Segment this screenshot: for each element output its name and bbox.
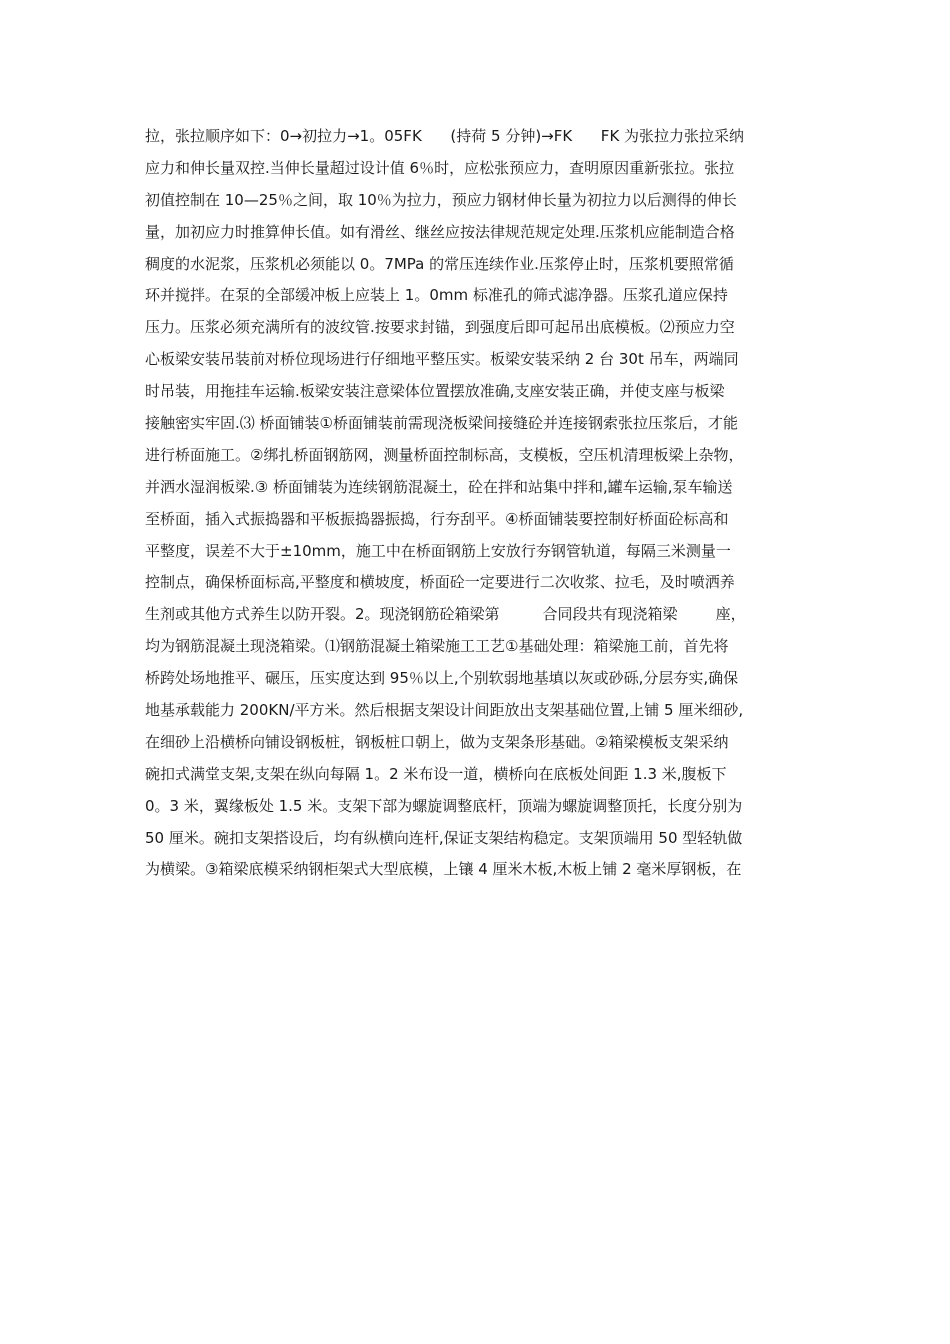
text-line: 0。3 米，翼缘板处 1.5 米。支架下部为螺旋调整底杆，顶端为螺旋调整顶托，长度分别为 — [145, 796, 743, 815]
text-line: 为横梁。③箱梁底模采纳钢柜架式大型底模，上镶 4 厘米木板,木板上铺 2 毫米厚钢板，在 — [145, 860, 742, 879]
text-line: 初值控制在 10—25％之间，取 10％为拉力，预应力钢材伸长量为初拉力以后测得的伸长 — [145, 190, 737, 209]
text-line: 拉，张拉顺序如下：0→初拉力→1。05FK (持荷 5 分钟)→FK FK 为张拉力张拉采纳 — [145, 127, 745, 145]
text-line: 时吊装，用拖挂车运输.板梁安装注意梁体位置摆放准确,支座安装正确，并使支座与板梁 — [145, 382, 725, 401]
text-line: 均为钢筋混凝土现浇箱梁。⑴钢筋混凝土箱梁施工工艺①基础处理：箱梁施工前，首先将 — [145, 637, 729, 656]
text-line: 桥跨处场地推平、碾压，压实度达到 95％以上,个别软弱地基填以灰或砂砾,分层夯实,确保 — [145, 669, 739, 688]
text-line: 应力和伸长量双控.当伸长量超过设计值 6％时，应松张预应力，查明原因重新张拉。张拉 — [145, 158, 735, 177]
text-line: 碗扣式满堂支架,支架在纵向每隔 1。2 米布设一道，横桥向在底板处间距 1.3 米,腹板下 — [145, 764, 727, 783]
text-line: 进行桥面施工。②绑扎桥面钢筋网，测量桥面控制标高，支模板，空压机清理板梁上杂物， — [145, 445, 744, 464]
text-line: 量，加初应力时推算伸长值。如有滑丝、继丝应按法律规范规定处理.压浆机应能制造合格 — [145, 222, 735, 241]
text-line: 至桥面，插入式振捣器和平板振捣器振捣，行夯刮平。④桥面铺装要控制好桥面砼标高和 — [145, 509, 729, 528]
body-text — [145, 121, 810, 886]
text-line: 稠度的水泥浆，压浆机必须能以 0。7MPa 的常压连续作业.压浆停止时，压浆机要照常循 — [145, 254, 734, 273]
text-line: 压力。压浆必须充满所有的波纹管.按要求封锚，到强度后即可起吊出底模板。⑵预应力空 — [145, 318, 735, 337]
text-line: 平整度，误差不大于±10mm，施工中在桥面钢筋上安放行夯钢管轨道，每隔三米测量一 — [145, 541, 731, 560]
text-line: 50 厘米。碗扣支架搭设后，均有纵横向连杆,保证支架结构稳定。支架顶端用 50 型轻轨做 — [145, 828, 743, 847]
text-line: 生剂或其他方式养生以防开裂。2。现浇钢筋砼箱梁第 合同段共有现浇箱梁 座， — [145, 605, 746, 624]
text-line: 控制点，确保桥面标高,平整度和横坡度，桥面砼一定要进行二次收浆、拉毛，及时喷洒养 — [145, 573, 735, 592]
text-line: 环并搅拌。在泵的全部缓冲板上应装上 1。0mm 标准孔的筛式滤净器。压浆孔道应保持 — [145, 286, 728, 305]
text-line: 心板梁安装吊装前对桥位现场进行仔细地平整压实。板梁安装采纳 2 台 30t 吊车，两端同 — [145, 350, 739, 369]
text-line: 并洒水湿润板梁.③ 桥面铺装为连续钢筋混凝土，砼在拌和站集中拌和,罐车运输,泵车输送 — [145, 477, 733, 496]
text-line: 在细砂上沿横桥向铺设钢板桩，钢板桩口朝上，做为支架条形基础。②箱梁模板支架采纳 — [145, 732, 729, 751]
text-line: 地基承载能力 200KN/平方米。然后根据支架设计间距放出支架基础位置,上铺 5 厘米细砂, — [145, 701, 744, 720]
text-line: 接触密实牢固.⑶ 桥面铺装①桥面铺装前需现浇板梁间接缝砼并连接钢索张拉压浆后，才能 — [145, 414, 738, 433]
